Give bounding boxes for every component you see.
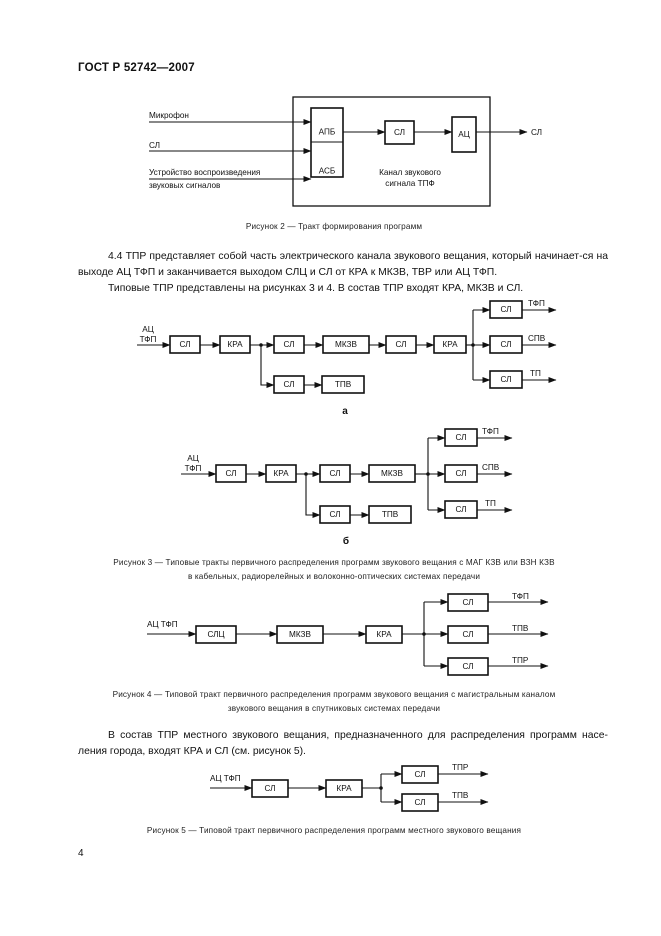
chain-mkzv-4: МКЗВ (289, 630, 311, 639)
input-playback-line2: звуковых сигналов (149, 181, 221, 190)
out-label-tpr-4: ТПР (512, 656, 529, 665)
out-sl-3-3a: СЛ (500, 375, 512, 384)
out-sl-3-4: СЛ (462, 662, 474, 671)
out-label-tfp-3a: ТФП (528, 299, 545, 308)
figure-4-caption (60, 688, 608, 716)
input-ac-3a: АЦ (142, 325, 154, 334)
paragraph-typical-tpr: Типовые ТПР представлены на рисунках 3 и 4. В состав ТПР входят КРА, МКЗВ и СЛ. (108, 283, 524, 294)
figure-4-caption-line2: звукового вещания в спутниковых системах передачи (227, 704, 441, 713)
input-tfp-3a: ТФП (139, 335, 157, 344)
branch-sl-3b: СЛ (329, 510, 341, 519)
out-label-tpr-5: ТПР (452, 763, 469, 772)
out-label-spv-3a: СПВ (528, 334, 546, 343)
input-tfp-3b: ТФП (184, 464, 202, 473)
channel-label-line2: сигнала ТПФ (385, 179, 435, 188)
input-microphone: Микрофон (149, 111, 189, 120)
figure-4-diagram (0, 590, 661, 680)
out-sl-2-4: СЛ (462, 630, 474, 639)
chain-kra-3b: КРА (273, 469, 289, 478)
block-ac: АЦ (458, 130, 470, 139)
out-sl-3-3b: СЛ (455, 505, 467, 514)
out-label-tpv-5: ТПВ (452, 791, 469, 800)
channel-label-line1: Канал звукового (379, 168, 441, 177)
chain-kra-2-3a: КРА (442, 340, 458, 349)
out-label-tp-3b: ТП (485, 499, 496, 508)
chain-sl-2-3a: СЛ (283, 340, 295, 349)
input-ac-tfp-4: АЦ ТФП (147, 620, 178, 629)
figure-3-caption-line1: Рисунок 3 — Типовые тракты первичного распределения программ звукового вещания с МАГ КЗВ или ВЗН КЗВ (113, 558, 555, 567)
out-sl-2-3a: СЛ (500, 340, 512, 349)
chain-sl-2-3b: СЛ (329, 469, 341, 478)
paragraph-4-4-text: 4.4 ТПР представляет собой часть электрического канала звукового вещания, который начинает-ся на выходе АЦ ТФП и заканчивается выходом СЛЦ и СЛ от КРА к МКЗВ, ТВР или АЦ ТФП. (78, 251, 608, 278)
sublabel-b: б (342, 536, 350, 547)
out-sl-1-5: СЛ (414, 770, 426, 779)
figure-5-diagram (0, 762, 661, 822)
chain-mkzv-3b: МКЗВ (381, 469, 403, 478)
chain-sl-1-3a: СЛ (179, 340, 191, 349)
branch-tpv-3b: ТПВ (381, 510, 399, 519)
out-label-tfp-4: ТФП (512, 592, 529, 601)
output-sl: СЛ (531, 128, 543, 137)
figure-3a-diagram (0, 295, 661, 415)
chain-mkzv-3a: МКЗВ (335, 340, 357, 349)
figure-3-caption (60, 556, 608, 584)
out-sl-1-3b: СЛ (455, 433, 467, 442)
block-asb: АСБ (318, 166, 336, 176)
sublabel-a: а (342, 406, 348, 417)
branch-tpv-3a: ТПВ (334, 380, 352, 389)
block-sl: СЛ (393, 128, 406, 137)
chain-sl-1-3b: СЛ (225, 469, 237, 478)
chain-kra-4: КРА (376, 630, 392, 639)
input-playback-line1: Устройство воспроизведения (149, 168, 261, 177)
out-label-tp-3a: ТП (530, 369, 541, 378)
chain-sl-5: СЛ (264, 784, 276, 793)
out-sl-1-4: СЛ (462, 598, 474, 607)
figure-3b-diagram (0, 425, 661, 545)
input-ac-tfp-5: АЦ ТФП (210, 774, 241, 783)
block-apb: АПБ (318, 127, 336, 137)
document-header: ГОСТ Р 52742—2007 (78, 62, 195, 74)
chain-slc-4: СЛЦ (207, 630, 225, 639)
out-label-spv-3b: СПВ (482, 463, 500, 472)
figure-2-diagram (0, 90, 661, 210)
out-sl-1-3a: СЛ (500, 305, 512, 314)
input-sl: СЛ (149, 141, 161, 150)
figure-3-caption-line2: в кабельных, радиорелейных и волоконно-оптических системах передачи (187, 572, 481, 581)
figure-5-caption: Рисунок 5 — Типовой тракт первичного распределения программ местного звукового вещания (146, 826, 522, 835)
figure-4-caption-line1: Рисунок 4 — Типовой тракт первичного распределения программ звукового вещания с магистральным каналом (112, 690, 556, 699)
chain-kra-1-3a: КРА (227, 340, 243, 349)
out-label-tfp-3b: ТФП (482, 427, 499, 436)
chain-kra-5: КРА (336, 784, 352, 793)
paragraph-local-tpr (78, 728, 608, 760)
paragraph-4-4 (78, 249, 608, 297)
chain-sl-3-3a: СЛ (395, 340, 407, 349)
figure-2-caption: Рисунок 2 — Тракт формирования программ (245, 222, 423, 231)
out-sl-2-3b: СЛ (455, 469, 467, 478)
page-number: 4 (78, 848, 84, 859)
input-ac-3b: АЦ (187, 454, 199, 463)
out-label-tpv-4: ТПВ (512, 624, 529, 633)
out-sl-2-5: СЛ (414, 798, 426, 807)
branch-sl-3a: СЛ (283, 380, 295, 389)
paragraph-local-tpr-text: В состав ТПР местного звукового вещания, предназначенного для распределения программ насе-ления города, входят КРА и СЛ (см. рисунок 5). (78, 730, 608, 757)
